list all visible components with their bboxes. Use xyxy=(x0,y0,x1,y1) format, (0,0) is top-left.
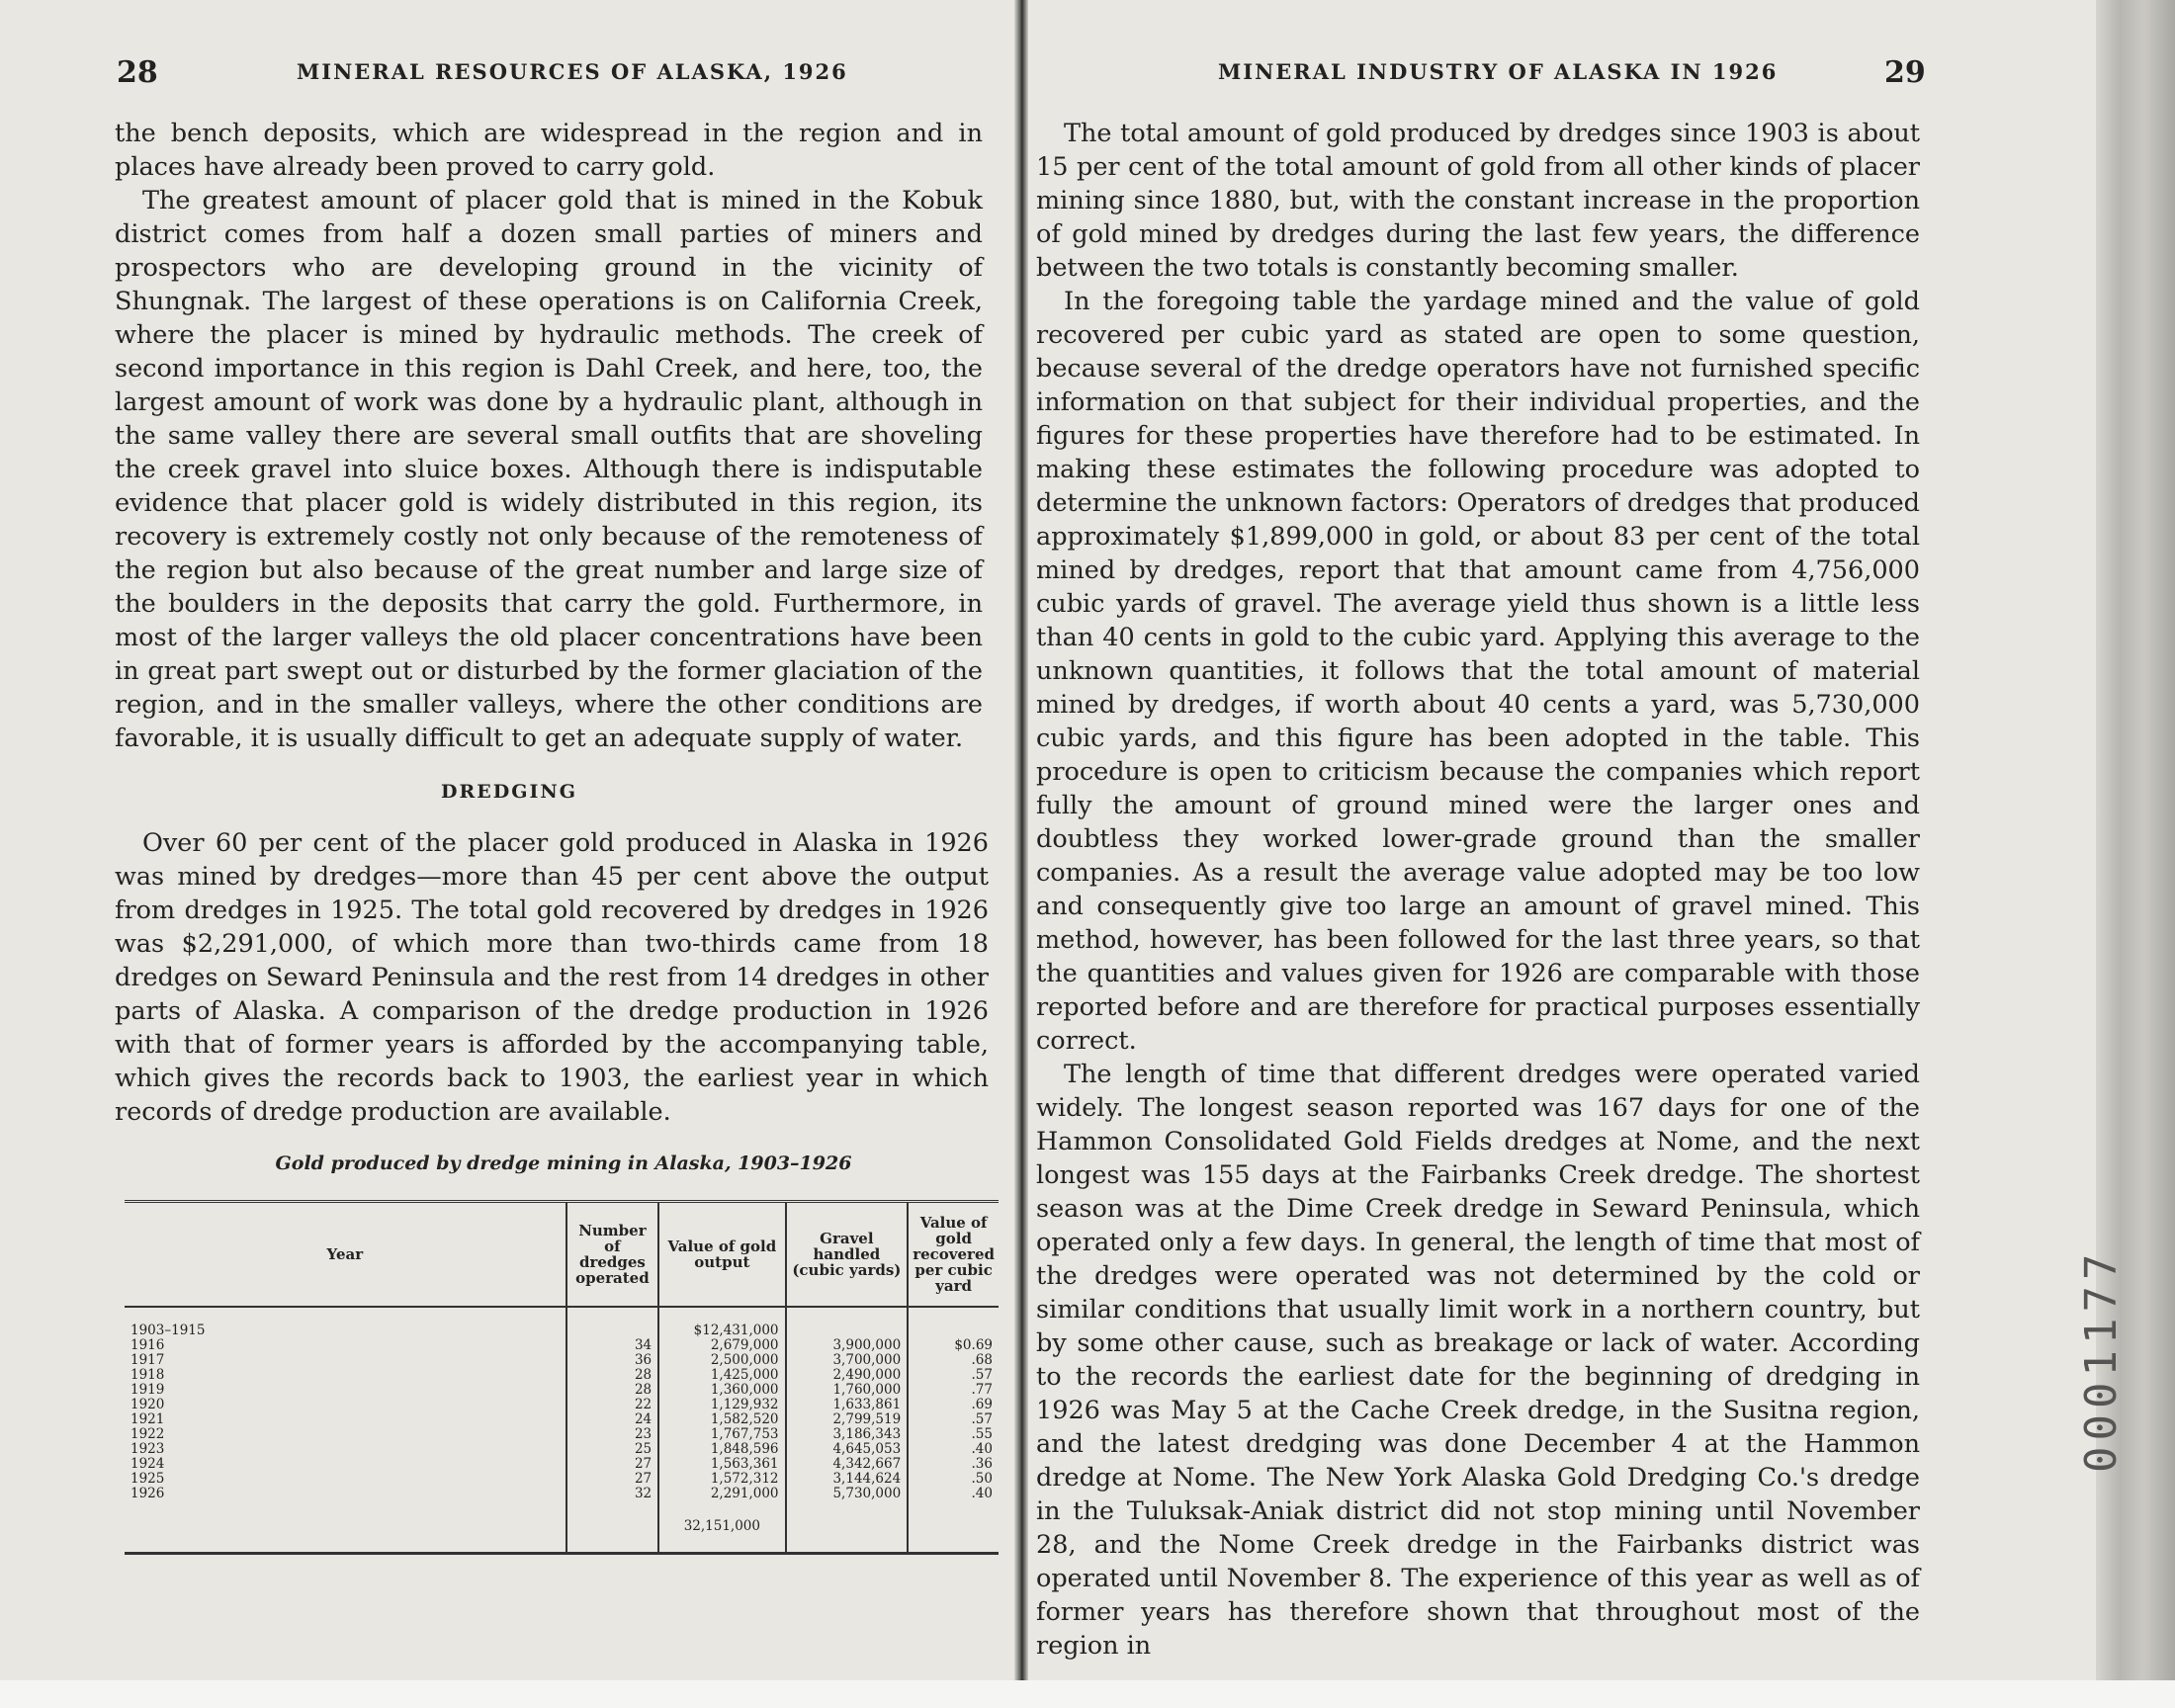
left-page-number: 28 xyxy=(117,55,158,90)
cell-value: 1,425,000 xyxy=(658,1368,785,1383)
cell-dredges xyxy=(566,1307,658,1338)
right-page-number: 29 xyxy=(1884,55,1926,90)
cell-per-yard: .55 xyxy=(908,1427,999,1442)
table-row xyxy=(125,1442,999,1457)
scan-bottom-strip xyxy=(0,1680,2175,1708)
col-header-per-yard: Value of gold recovered per cubic yard xyxy=(908,1202,999,1308)
cell-year: 1903–1915 xyxy=(130,1323,206,1338)
cell-per-yard: .36 xyxy=(908,1457,999,1472)
cell-value: 2,291,000 xyxy=(658,1487,785,1509)
cell-year: 1919 xyxy=(130,1382,165,1398)
cell-year: 1924 xyxy=(130,1456,165,1472)
table-row xyxy=(125,1368,999,1383)
book-gutter xyxy=(1014,0,1028,1680)
cell-gravel: 5,730,000 xyxy=(786,1487,909,1509)
col-header-dredges: Number of dredges operated xyxy=(566,1202,658,1308)
paragraph-foregoing-table: In the foregoing table the yardage mined and the value of gold recovered per cubic yard as stated are open to some question, because several of the dredge operators have not furnished specific information on that subject for their individual properties, and the figures for these properties have therefore had to be estimated. In making these estimates the following procedure was adopted to determine the unknown factors: Operators of dredges that produced approximately $1,899,000 in gold, or about 83 per cent of the total mined by dredges, report that that amount came from 4,756,000 cubic yards of gravel. The average yield thus shown is a little less than 40 cents in gold to the cubic yard. Applying this average to the unknown quantities, it follows that the total amount of material mined by dredges, if worth about 40 cents a yard, was 5,730,000 cubic yards, and this figure has been adopted in the table. This procedure is open to criticism because the companies which report fully the amount of ground mined were the larger ones and doubtless they worked lower-grade ground than the smaller companies. As a result the average value adopted may be too low and consequently give too large an amount of gravel mined. This method, however, has been followed for the last three years, so that the quantities and values given for 1926 are comparable with those reported before and are therefore for practical purposes essentially correct. xyxy=(1036,287,1920,1056)
col-header-year: Year xyxy=(125,1202,566,1308)
left-running-head: MINERAL RESOURCES OF ALASKA, 1926 xyxy=(297,59,848,84)
cell-value: 1,360,000 xyxy=(658,1383,785,1398)
cell-value: $12,431,000 xyxy=(658,1307,785,1338)
cell-per-yard: .50 xyxy=(908,1472,999,1487)
cell-gravel: 4,342,667 xyxy=(786,1457,909,1472)
table-row xyxy=(125,1472,999,1487)
cell-gravel: 3,900,000 xyxy=(786,1338,909,1353)
cell-per-yard: .40 xyxy=(908,1487,999,1509)
cell-value: 1,572,312 xyxy=(658,1472,785,1487)
cell-gravel: 1,760,000 xyxy=(786,1383,909,1398)
cell-total-value: 32,151,000 xyxy=(658,1509,785,1554)
table-row xyxy=(125,1457,999,1472)
cell-gravel: 2,799,519 xyxy=(786,1412,909,1427)
cell-year: 1922 xyxy=(130,1426,165,1442)
col-header-value: Value of gold output xyxy=(658,1202,785,1308)
section-heading-dredging: DREDGING xyxy=(441,781,577,803)
cell-gravel xyxy=(786,1307,909,1338)
cell-gravel: 3,186,343 xyxy=(786,1427,909,1442)
cell-per-yard: .40 xyxy=(908,1442,999,1457)
cell-gravel: 2,490,000 xyxy=(786,1368,909,1383)
cell-gravel: 3,700,000 xyxy=(786,1353,909,1368)
cell-per-yard: .69 xyxy=(908,1398,999,1412)
cell-total-label xyxy=(125,1509,566,1554)
cell-value: 1,563,361 xyxy=(658,1457,785,1472)
cell-dredges: 27 xyxy=(566,1457,658,1472)
cell-year: 1917 xyxy=(130,1352,165,1368)
right-running-head: MINERAL INDUSTRY OF ALASKA IN 1926 xyxy=(1218,59,1779,84)
paragraph-length-of-time: The length of time that different dredges were operated varied widely. The longest season reported was 167 days for one of the Hammon Consolidated Gold Fields dredges at Nome, and the next longest was 155 days at the Fairbanks Creek dredge. The shortest season was at the Dime Creek dredge in Seward Peninsula, which operated only a few days. In general, the length of time that most of the dredges were operated was not determined by the cold or similar conditions that usually limit work in a northern country, but by some other cause, such as breakage or lack of water. According to the records the earliest date for the beginning of dredging in 1926 was May 5 at the Cache Creek dredge, in the Susitna region, and the latest dredging was done December 4 at the Hammon dredge at Nome. The New York Alaska Gold Dredging Co.'s dredge in the Tuluksak-Aniak district did not stop mining until November 28, and the Nome Creek dredge in the Fairbanks district was operated until November 8. The experience of this year as well as of former years has therefore shown that throughout most of the region in xyxy=(1036,1060,1920,1661)
cell-year: 1925 xyxy=(130,1471,165,1487)
cell-gravel: 4,645,053 xyxy=(786,1442,909,1457)
cell-dredges: 36 xyxy=(566,1353,658,1368)
cell-gravel: 3,144,624 xyxy=(786,1472,909,1487)
cell-per-yard: $0.69 xyxy=(908,1338,999,1353)
paragraph-dredging: Over 60 per cent of the placer gold produced in Alaska in 1926 was mined by dredges—more than 45 per cent above the output from dredges in 1925. The total gold recovered by dredges in 1926 was $2,291,000, of which more than two-thirds came from 18 dredges on Seward Peninsula and the rest from 14 dredges in other parts of Alaska. A comparison of the dredge production in 1926 with that of former years is afforded by the accompanying table, which gives the records back to 1903, the earliest year in which records of dredge production are available. xyxy=(115,828,989,1127)
cell-value: 1,848,596 xyxy=(658,1442,785,1457)
cell-year: 1916 xyxy=(130,1337,165,1353)
cell-value: 2,500,000 xyxy=(658,1353,785,1368)
col-header-gravel: Gravel handled (cubic yards) xyxy=(786,1202,909,1308)
dredge-production-table xyxy=(125,1200,999,1555)
table-row xyxy=(125,1383,999,1398)
cell-value: 1,582,520 xyxy=(658,1412,785,1427)
cell-total-per-yard xyxy=(908,1509,999,1554)
cell-per-yard: .68 xyxy=(908,1353,999,1368)
table-row xyxy=(125,1487,999,1509)
cell-dredges: 28 xyxy=(566,1368,658,1383)
cell-year: 1921 xyxy=(130,1411,165,1427)
cell-total-gravel xyxy=(786,1509,909,1554)
table-caption: Gold produced by dredge mining in Alaska, 1903–1926 xyxy=(275,1153,852,1174)
table-total-row xyxy=(125,1509,999,1554)
paragraph-kobuk: The greatest amount of placer gold that is mined in the Kobuk district comes from half a dozen small parties of miners and prospectors who are developing ground in the vicinity of Shungnak. The largest of these operations is on California Creek, where the placer is mined by hydraulic methods. The creek of second importance in this region is Dahl Creek, and here, too, the largest amount of work was done by a hydraulic plant, although in the same valley there are several small outfits that are shoveling the creek gravel into sluice boxes. Although there is indisputable evidence that placer gold is widely distributed in this region, its recovery is extremely costly not only because of the remoteness of the region but also because of the great number and large size of the boulders in the deposits that carry the gold. Furthermore, in most of the larger valleys the old placer concentrations have been in great part swept out or disturbed by the former glaciation of the region, and in the smaller valleys, where the other conditions are favorable, it is usually difficult to get an adequate supply of water. xyxy=(115,186,983,753)
table-row xyxy=(125,1338,999,1353)
cell-dredges: 28 xyxy=(566,1383,658,1398)
cell-per-yard: .77 xyxy=(908,1383,999,1398)
paragraph-bench-deposits: the bench deposits, which are widespread in the region and in places have already been proved to carry gold. xyxy=(115,119,983,182)
cell-dredges: 23 xyxy=(566,1427,658,1442)
cell-value: 2,679,000 xyxy=(658,1338,785,1353)
table-row xyxy=(125,1307,999,1338)
cell-year: 1920 xyxy=(130,1397,165,1412)
cell-dredges: 34 xyxy=(566,1338,658,1353)
table-row xyxy=(125,1412,999,1427)
left-body-top xyxy=(115,117,983,755)
cell-per-yard: .57 xyxy=(908,1412,999,1427)
cell-value: 1,767,753 xyxy=(658,1427,785,1442)
cell-per-yard: .57 xyxy=(908,1368,999,1383)
left-body-dredging xyxy=(115,826,989,1129)
cell-dredges: 25 xyxy=(566,1442,658,1457)
cell-year: 1926 xyxy=(130,1486,165,1501)
cell-dredges: 27 xyxy=(566,1472,658,1487)
cell-dredges: 22 xyxy=(566,1398,658,1412)
table-row xyxy=(125,1353,999,1368)
cell-gravel: 1,633,861 xyxy=(786,1398,909,1412)
table-row xyxy=(125,1427,999,1442)
paragraph-total-amount: The total amount of gold produced by dredges since 1903 is about 15 per cent of the total amount of gold from all other kinds of placer mining since 1880, but, with the constant increase in the proportion of gold mined by dredges during the last few years, the difference between the two totals is constantly becoming smaller. xyxy=(1036,119,1920,283)
cell-value: 1,129,932 xyxy=(658,1398,785,1412)
table-header-row xyxy=(125,1202,999,1308)
cell-total-dredges xyxy=(566,1509,658,1554)
cell-dredges: 24 xyxy=(566,1412,658,1427)
right-body xyxy=(1036,117,1920,1663)
cell-per-yard xyxy=(908,1307,999,1338)
table-row xyxy=(125,1398,999,1412)
cell-year: 1918 xyxy=(130,1367,165,1383)
cell-dredges: 32 xyxy=(566,1487,658,1509)
cell-year: 1923 xyxy=(130,1441,165,1457)
margin-stamp: 0001177 xyxy=(2076,1247,2127,1473)
